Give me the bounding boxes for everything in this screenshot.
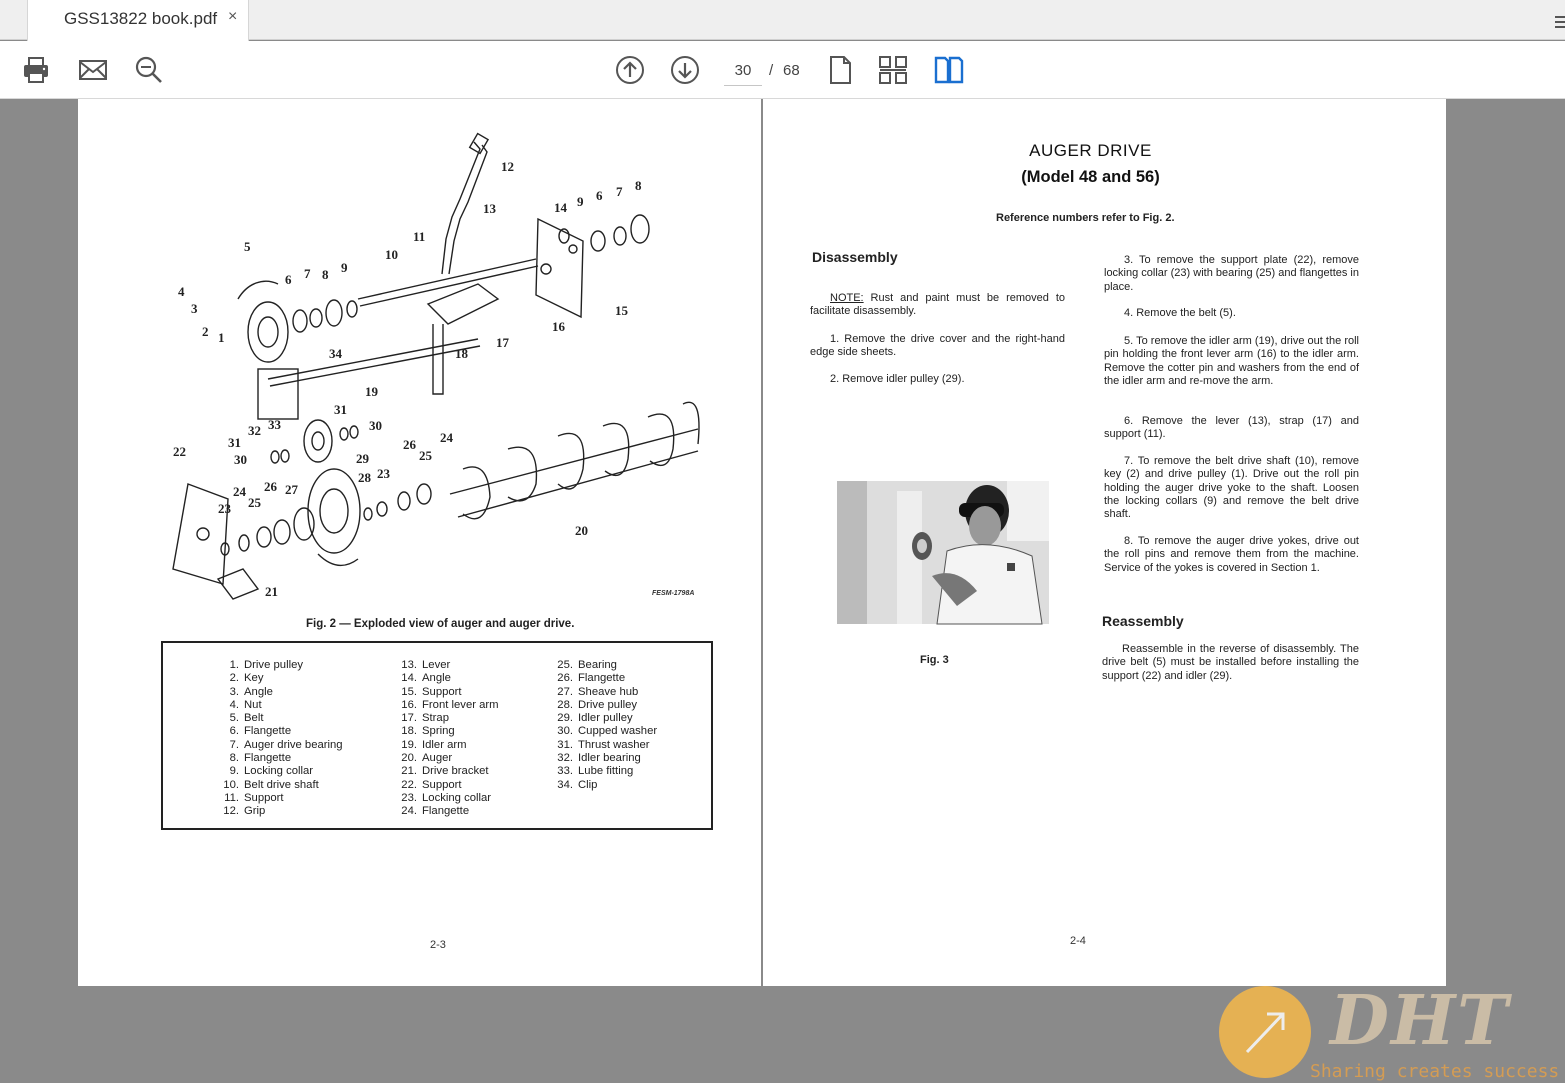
watermark-tagline: Sharing creates success [1310, 1061, 1560, 1082]
part-name: Spring [422, 725, 455, 738]
part-name: Bearing [578, 659, 617, 671]
tab-title: GSS13822 book.pdf [64, 9, 218, 28]
parts-list-item [215, 686, 343, 699]
fig3-caption: Fig. 3 [920, 654, 949, 666]
callout-29: 29 [356, 451, 369, 466]
parts-list-item [549, 686, 657, 699]
callout-12: 12 [501, 159, 514, 174]
figure-caption: Fig. 2 — Exploded view of auger and auger drive. [306, 618, 575, 630]
part-name: Auger [422, 752, 453, 765]
part-number: 20. [401, 752, 417, 765]
parts-list-item [549, 765, 657, 778]
parts-list-item [393, 725, 499, 738]
part-number: 10. [223, 778, 239, 791]
part-name: Auger drive bearing [244, 738, 343, 751]
section-subtitle: (Model 48 and 56) [1021, 168, 1160, 186]
figure-code: FESM-1798A [652, 590, 695, 597]
parts-list-item [393, 712, 499, 725]
parts-list-item [393, 659, 499, 672]
callout-1: 1 [218, 330, 225, 345]
part-number: 32. [557, 752, 573, 765]
note-paragraph [810, 292, 1065, 319]
part-name: Support [422, 778, 462, 791]
callout-6: 6 [285, 272, 292, 287]
parts-list-item [215, 725, 343, 738]
section-title: AUGER DRIVE [1029, 141, 1152, 160]
parts-list-item [215, 765, 343, 778]
parts-list-item [215, 752, 343, 765]
callout-26b: 26 [403, 437, 416, 452]
parts-list-item [393, 779, 499, 792]
parts-list-item [215, 805, 343, 818]
watermark-logo-text: DHT [1330, 981, 1510, 1061]
parts-list-item [549, 725, 657, 738]
parts-list-item [549, 739, 657, 752]
part-name: Belt drive shaft [244, 778, 319, 791]
part-number: 12. [223, 805, 239, 818]
part-name: Clip [578, 778, 598, 791]
close-tab-icon[interactable]: × [228, 8, 238, 25]
callout-30: 30 [234, 452, 247, 467]
callout-9: 9 [341, 260, 348, 275]
callout-15: 15 [615, 303, 628, 318]
part-name: Drive bracket [422, 765, 489, 778]
step-5: 5. To remove the idler arm (19), drive out the roll pin holding the front lever arm (16) to the idler arm. Remove the cotter pin and washers from the end of the idler arm and re-move the arm. [1104, 335, 1359, 387]
parts-list-item [215, 659, 343, 672]
callout-6b: 6 [596, 188, 603, 203]
part-number: 34. [557, 778, 573, 791]
callout-27: 27 [285, 482, 298, 497]
document-tab[interactable] [27, 0, 249, 41]
parts-list-item [393, 752, 499, 765]
part-number: 14. [401, 672, 417, 685]
parts-list-item [549, 779, 657, 792]
parts-list-item [549, 752, 657, 765]
callout-9b: 9 [577, 194, 584, 209]
part-number: 3. [229, 685, 239, 698]
note-text: Rust and paint must be removed to facilitate disassembly. [810, 292, 1065, 318]
callout-24b: 24 [440, 430, 453, 445]
parts-list-item [549, 712, 657, 725]
part-number: 19. [401, 738, 417, 751]
part-number: 15. [401, 685, 417, 698]
callout-19: 19 [365, 384, 378, 399]
part-number: 2. [229, 672, 239, 685]
part-number: 4. [229, 698, 239, 711]
part-number: 26. [557, 672, 573, 685]
part-number: 31. [557, 738, 573, 751]
single-page-icon[interactable] [824, 54, 856, 86]
callout-25b: 25 [419, 448, 432, 463]
part-number: 22. [401, 778, 417, 791]
page-number-left: 2-3 [430, 939, 446, 951]
step-1: 1. Remove the drive cover and the right-hand edge side sheets. [810, 333, 1065, 359]
callout-26: 26 [264, 479, 277, 494]
parts-list-item [215, 779, 343, 792]
parts-list-item [215, 792, 343, 805]
print-icon[interactable] [20, 54, 52, 86]
parts-list-item [393, 672, 499, 685]
reference-note: Reference numbers refer to Fig. 2. [996, 212, 1175, 224]
parts-list-item [393, 792, 499, 805]
part-number: 21. [401, 765, 417, 778]
parts-column-3 [549, 659, 657, 792]
callout-28: 28 [358, 470, 371, 485]
step-7: 7. To remove the belt drive shaft (10), remove key (2) and drive pulley (1). Drive out the roll pin holding the auger drive yoke to the shaft. Loosen the locking collars (9) and remove the belt drive shaft. [1104, 455, 1359, 521]
part-name: Front lever arm [422, 698, 499, 711]
callout-14: 14 [554, 200, 567, 215]
watermark-logo-icon [1219, 986, 1311, 1078]
part-name: Flangette [244, 752, 292, 765]
part-number: 29. [557, 712, 573, 725]
part-number: 17. [401, 712, 417, 725]
parts-list-item [393, 686, 499, 699]
callout-11: 11 [413, 229, 426, 244]
total-pages: 68 [783, 62, 800, 79]
parts-list [161, 641, 713, 830]
step-2: 2. Remove idler pulley (29). [830, 373, 965, 385]
part-number: 1. [229, 659, 239, 671]
step-3: 3. To remove the support plate (22), remove locking collar (23) with bearing (25) and flangettes in place. [1104, 254, 1359, 293]
callout-8b: 8 [635, 178, 642, 193]
page-separator: / [769, 62, 774, 79]
arrow-up-circle-icon[interactable] [614, 54, 646, 86]
callout-18: 18 [455, 346, 468, 361]
part-name: Idler bearing [578, 752, 641, 765]
pdf-toolbar [0, 41, 1565, 99]
callout-5: 5 [244, 239, 251, 254]
parts-column-1 [215, 659, 343, 819]
part-name: Grip [244, 805, 266, 818]
part-number: 9. [229, 765, 239, 778]
page-left [78, 99, 761, 986]
part-number: 7. [229, 738, 239, 751]
parts-list-item [393, 699, 499, 712]
callout-31b: 31 [334, 402, 347, 417]
callout-20: 20 [575, 523, 588, 538]
callout-32: 32 [248, 423, 261, 438]
exploded-view-diagram [78, 99, 761, 609]
document-viewer[interactable] [0, 99, 1565, 1082]
part-name: Flangette [578, 672, 626, 685]
part-name: Locking collar [422, 791, 492, 804]
step-8: 8. To remove the auger drive yokes, drive out the roll pins and remove them from the machine. Service of the yokes is covered in Section 1. [1104, 535, 1359, 574]
part-name: Belt [244, 712, 264, 725]
callout-21: 21 [265, 584, 278, 599]
callout-33: 33 [268, 417, 281, 432]
fig3-photo [837, 481, 1049, 624]
parts-list-item [549, 659, 657, 672]
part-number: 18. [401, 725, 417, 738]
callout-24: 24 [233, 484, 246, 499]
email-icon[interactable] [77, 54, 109, 86]
part-name: Support [422, 685, 462, 698]
part-name: Locking collar [244, 765, 314, 778]
callout-7: 7 [304, 266, 311, 281]
callout-3: 3 [191, 301, 198, 316]
part-name: Lube fitting [578, 765, 634, 778]
part-number: 8. [229, 752, 239, 765]
parts-list-item [215, 739, 343, 752]
callout-23: 23 [218, 501, 231, 516]
callout-16: 16 [552, 319, 565, 334]
reassembly-heading: Reassembly [1102, 613, 1184, 629]
part-name: Drive pulley [244, 659, 304, 671]
part-number: 27. [557, 685, 573, 698]
part-number: 28. [557, 698, 573, 711]
parts-list-item [549, 672, 657, 685]
parts-list-item [393, 765, 499, 778]
parts-list-item [215, 699, 343, 712]
page-right [763, 99, 1446, 986]
part-number: 25. [557, 659, 573, 671]
arrow-down-circle-icon[interactable] [669, 54, 701, 86]
part-name: Lever [422, 659, 451, 671]
parts-list-item [393, 805, 499, 818]
window-menu-icon[interactable] [1535, 4, 1565, 34]
callout-8: 8 [322, 267, 329, 282]
part-name: Angle [244, 685, 273, 698]
zoom-icon[interactable] [133, 54, 165, 86]
part-name: Flangette [244, 725, 292, 738]
part-number: 5. [229, 712, 239, 725]
page-number-input[interactable] [724, 56, 762, 86]
callout-31: 31 [228, 435, 241, 450]
part-name: Idler arm [422, 738, 467, 751]
parts-list-item [549, 699, 657, 712]
tab-bar [0, 0, 1565, 40]
part-name: Support [244, 791, 284, 804]
part-name: Angle [422, 672, 451, 685]
note-label: NOTE: [830, 292, 864, 304]
callout-34: 34 [329, 346, 342, 361]
part-name: Cupped washer [578, 725, 658, 738]
part-name: Drive pulley [578, 698, 638, 711]
parts-column-2 [393, 659, 499, 819]
callout-4: 4 [178, 284, 185, 299]
part-number: 16. [401, 698, 417, 711]
part-number: 23. [401, 791, 417, 804]
page-number-right: 2-4 [1070, 935, 1086, 947]
part-number: 30. [557, 725, 573, 738]
part-name: Flangette [422, 805, 470, 818]
callout-10: 10 [385, 247, 398, 262]
part-number: 13. [401, 659, 417, 671]
callout-30b: 30 [369, 418, 382, 433]
part-number: 24. [401, 805, 417, 818]
part-name: Thrust washer [578, 738, 650, 751]
disassembly-heading: Disassembly [812, 249, 898, 265]
parts-list-item [215, 712, 343, 725]
step-6: 6. Remove the lever (13), strap (17) and support (11). [1104, 415, 1359, 441]
part-number: 11. [224, 791, 239, 804]
part-name: Strap [422, 712, 450, 725]
part-name: Key [244, 672, 264, 685]
callout-7b: 7 [616, 184, 623, 199]
callout-23b: 23 [377, 466, 390, 481]
reassembly-paragraph: Reassemble in the reverse of disassembly. The drive belt (5) must be installed before installing the support (22) and idler (29). [1102, 643, 1359, 682]
parts-list-item [215, 672, 343, 685]
parts-list-item [393, 739, 499, 752]
callout-22: 22 [173, 444, 186, 459]
thumbnails-icon[interactable] [877, 54, 909, 86]
two-page-icon[interactable] [933, 54, 965, 86]
part-number: 33. [557, 765, 573, 778]
part-name: Sheave hub [578, 685, 639, 698]
callout-17: 17 [496, 335, 509, 350]
part-name: Idler pulley [578, 712, 633, 725]
callout-2: 2 [202, 324, 209, 339]
callout-25: 25 [248, 495, 261, 510]
callout-13: 13 [483, 201, 496, 216]
part-name: Nut [244, 698, 262, 711]
step-4: 4. Remove the belt (5). [1124, 307, 1236, 319]
part-number: 6. [229, 725, 239, 738]
